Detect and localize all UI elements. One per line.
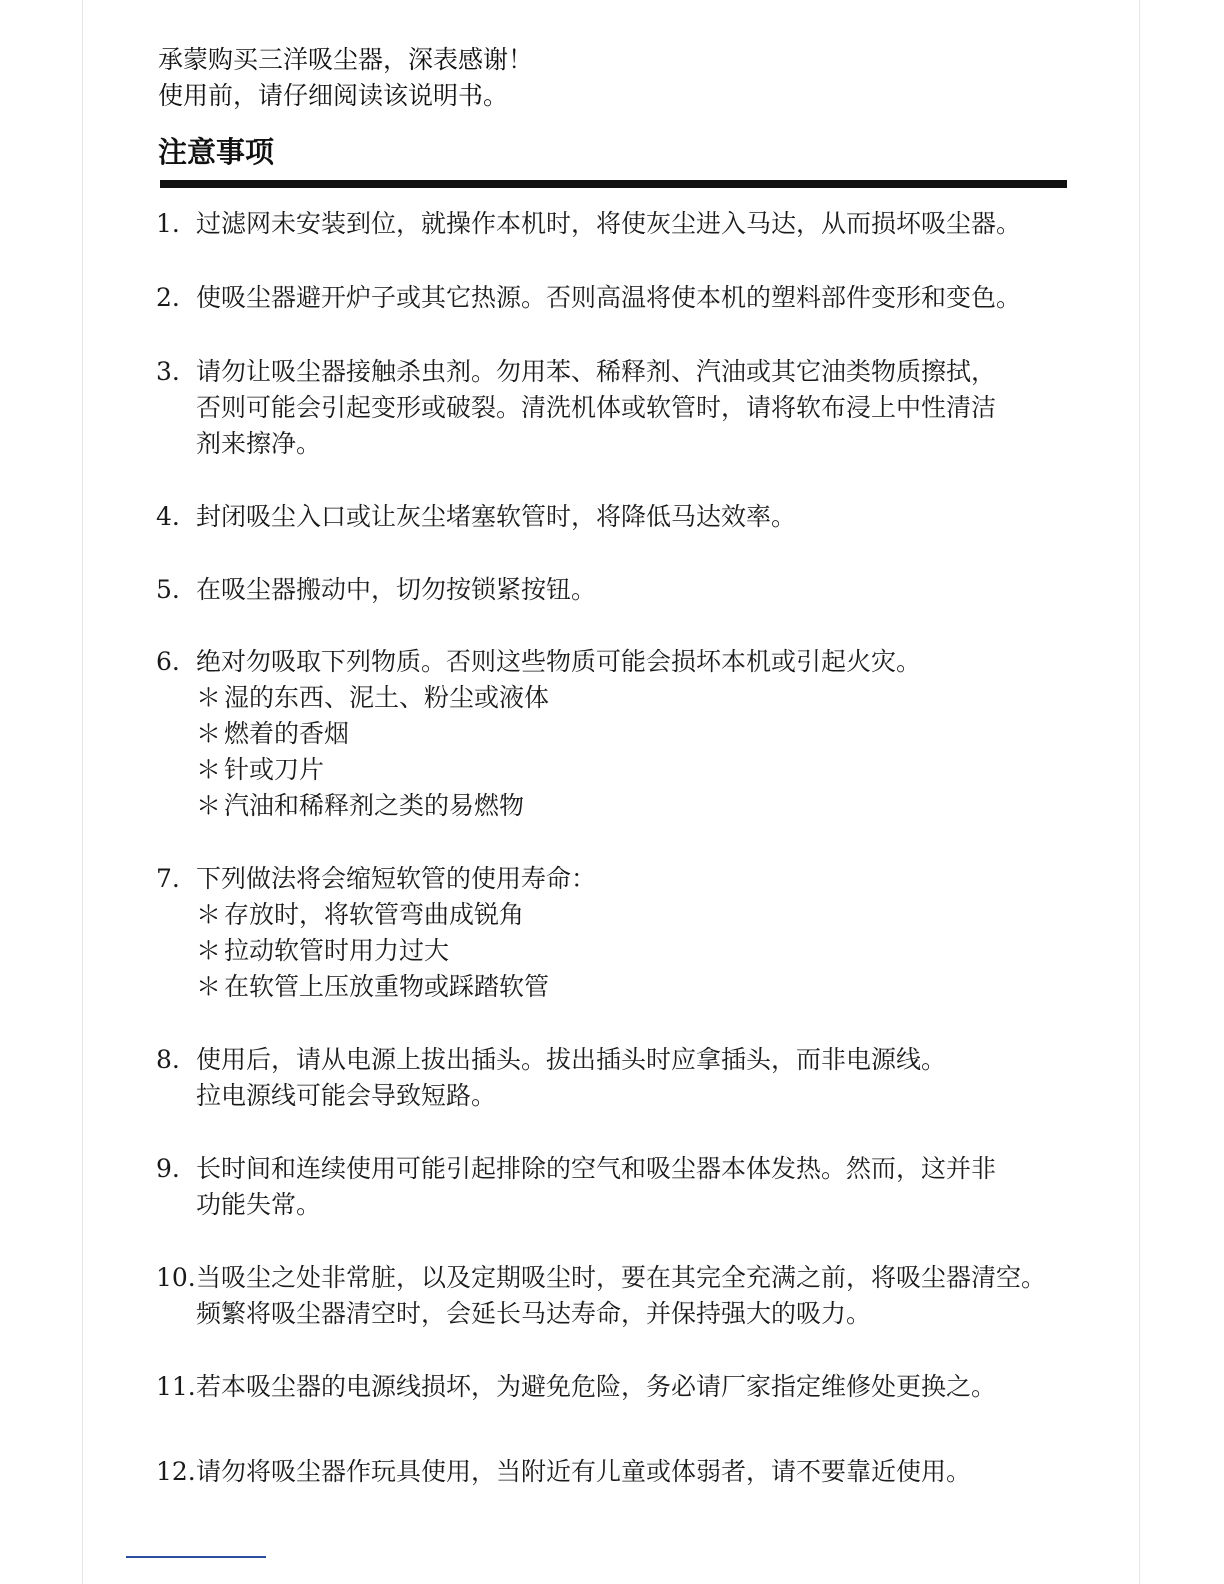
list-item-9	[156, 1151, 1086, 1223]
list-item-6	[156, 644, 1086, 824]
item-text: 若本吸尘器的电源线损坏，为避免危险，务必请厂家指定维修处更换之。	[196, 1372, 997, 1401]
item-text: 绝对勿吸取下列物质。否则这些物质可能会损坏本机或引起火灾。	[196, 647, 922, 676]
item-number: 2.	[156, 283, 180, 312]
bullet-text: 燃着的香烟	[224, 719, 350, 748]
bullet-item	[156, 680, 1086, 716]
footer-divider	[126, 1556, 266, 1558]
item-text: 否则可能会引起变形或破裂。清洗机体或软管时，请将软布浸上中性清洁	[196, 393, 997, 422]
item-text: 剂来擦净。	[196, 429, 322, 458]
bullet-text: 汽油和稀释剂之类的易燃物	[224, 791, 525, 820]
bullet-text: 针或刀片	[224, 755, 325, 784]
item-number: 10.	[156, 1263, 196, 1292]
item-text: 频繁将吸尘器清空时，会延长马达寿命，并保持强大的吸力。	[196, 1299, 872, 1328]
list-item-1	[156, 206, 1086, 242]
item-text: 使吸尘器避开炉子或其它热源。否则高温将使本机的塑料部件变形和变色。	[196, 283, 1022, 312]
bullet-symbol: ＊	[196, 900, 222, 929]
item-text: 使用后，请从电源上拔出插头。拔出插头时应拿插头，而非电源线。	[196, 1045, 947, 1074]
item-text: 当吸尘之处非常脏，以及定期吸尘时，要在其完全充满之前，将吸尘器清空。	[196, 1263, 1047, 1292]
item-text: 请勿让吸尘器接触杀虫剂。勿用苯、稀释剂、汽油或其它油类物质擦拭，	[196, 357, 997, 386]
list-item-10	[156, 1260, 1086, 1332]
item-number: 8.	[156, 1045, 180, 1074]
item-number: 9.	[156, 1154, 180, 1183]
bullet-symbol: ＊	[196, 936, 222, 965]
list-item-7	[156, 861, 1086, 1005]
list-item-5	[156, 572, 1086, 608]
item-number: 3.	[156, 357, 180, 386]
item-number: 5.	[156, 575, 180, 604]
item-number: 1.	[156, 209, 180, 238]
bullet-symbol: ＊	[196, 755, 222, 784]
item-text: 过滤网未安装到位，就操作本机时，将使灰尘进入马达，从而损坏吸尘器。	[196, 209, 1022, 238]
bullet-text: 湿的东西、泥土、粉尘或液体	[224, 683, 550, 712]
item-text: 封闭吸尘入口或让灰尘堵塞软管时，将降低马达效率。	[196, 502, 797, 531]
intro-text	[158, 42, 533, 114]
list-item-12	[156, 1454, 1086, 1490]
item-text: 拉电源线可能会导致短路。	[196, 1081, 497, 1110]
bullet-item	[156, 788, 1086, 824]
bullet-item	[156, 716, 1086, 752]
bullet-text: 在软管上压放重物或踩踏软管	[224, 972, 550, 1001]
bullet-item	[156, 933, 1086, 969]
bullet-item	[156, 897, 1086, 933]
list-item-11	[156, 1369, 1086, 1405]
list-item-3	[156, 354, 1086, 462]
list-item-2	[156, 280, 1086, 316]
bullet-symbol: ＊	[196, 719, 222, 748]
list-item-8	[156, 1042, 1086, 1114]
item-text: 下列做法将会缩短软管的使用寿命：	[196, 864, 597, 893]
item-number: 6.	[156, 647, 180, 676]
section-title: 注意事项	[158, 135, 275, 169]
item-text: 在吸尘器搬动中，切勿按锁紧按钮。	[196, 575, 597, 604]
bullet-symbol: ＊	[196, 683, 222, 712]
list-item-4	[156, 499, 1086, 535]
bullet-item	[156, 752, 1086, 788]
item-text: 功能失常。	[196, 1190, 322, 1219]
bullet-item	[156, 969, 1086, 1005]
item-number: 12.	[156, 1457, 196, 1486]
item-text: 请勿将吸尘器作玩具使用，当附近有儿童或体弱者，请不要靠近使用。	[196, 1457, 972, 1486]
intro-line-2: 使用前，请仔细阅读该说明书。	[158, 81, 509, 110]
bullet-text: 存放时，将软管弯曲成锐角	[224, 900, 525, 929]
intro-line-1: 承蒙购买三洋吸尘器，深表感谢！	[158, 45, 534, 74]
item-text: 长时间和连续使用可能引起排除的空气和吸尘器本体发热。然而，这并非	[196, 1154, 997, 1183]
title-divider	[160, 180, 1067, 188]
bullet-symbol: ＊	[196, 791, 222, 820]
item-number: 7.	[156, 864, 180, 893]
item-number: 11.	[156, 1372, 196, 1401]
bullet-symbol: ＊	[196, 972, 222, 1001]
bullet-text: 拉动软管时用力过大	[224, 936, 450, 965]
item-number: 4.	[156, 502, 180, 531]
